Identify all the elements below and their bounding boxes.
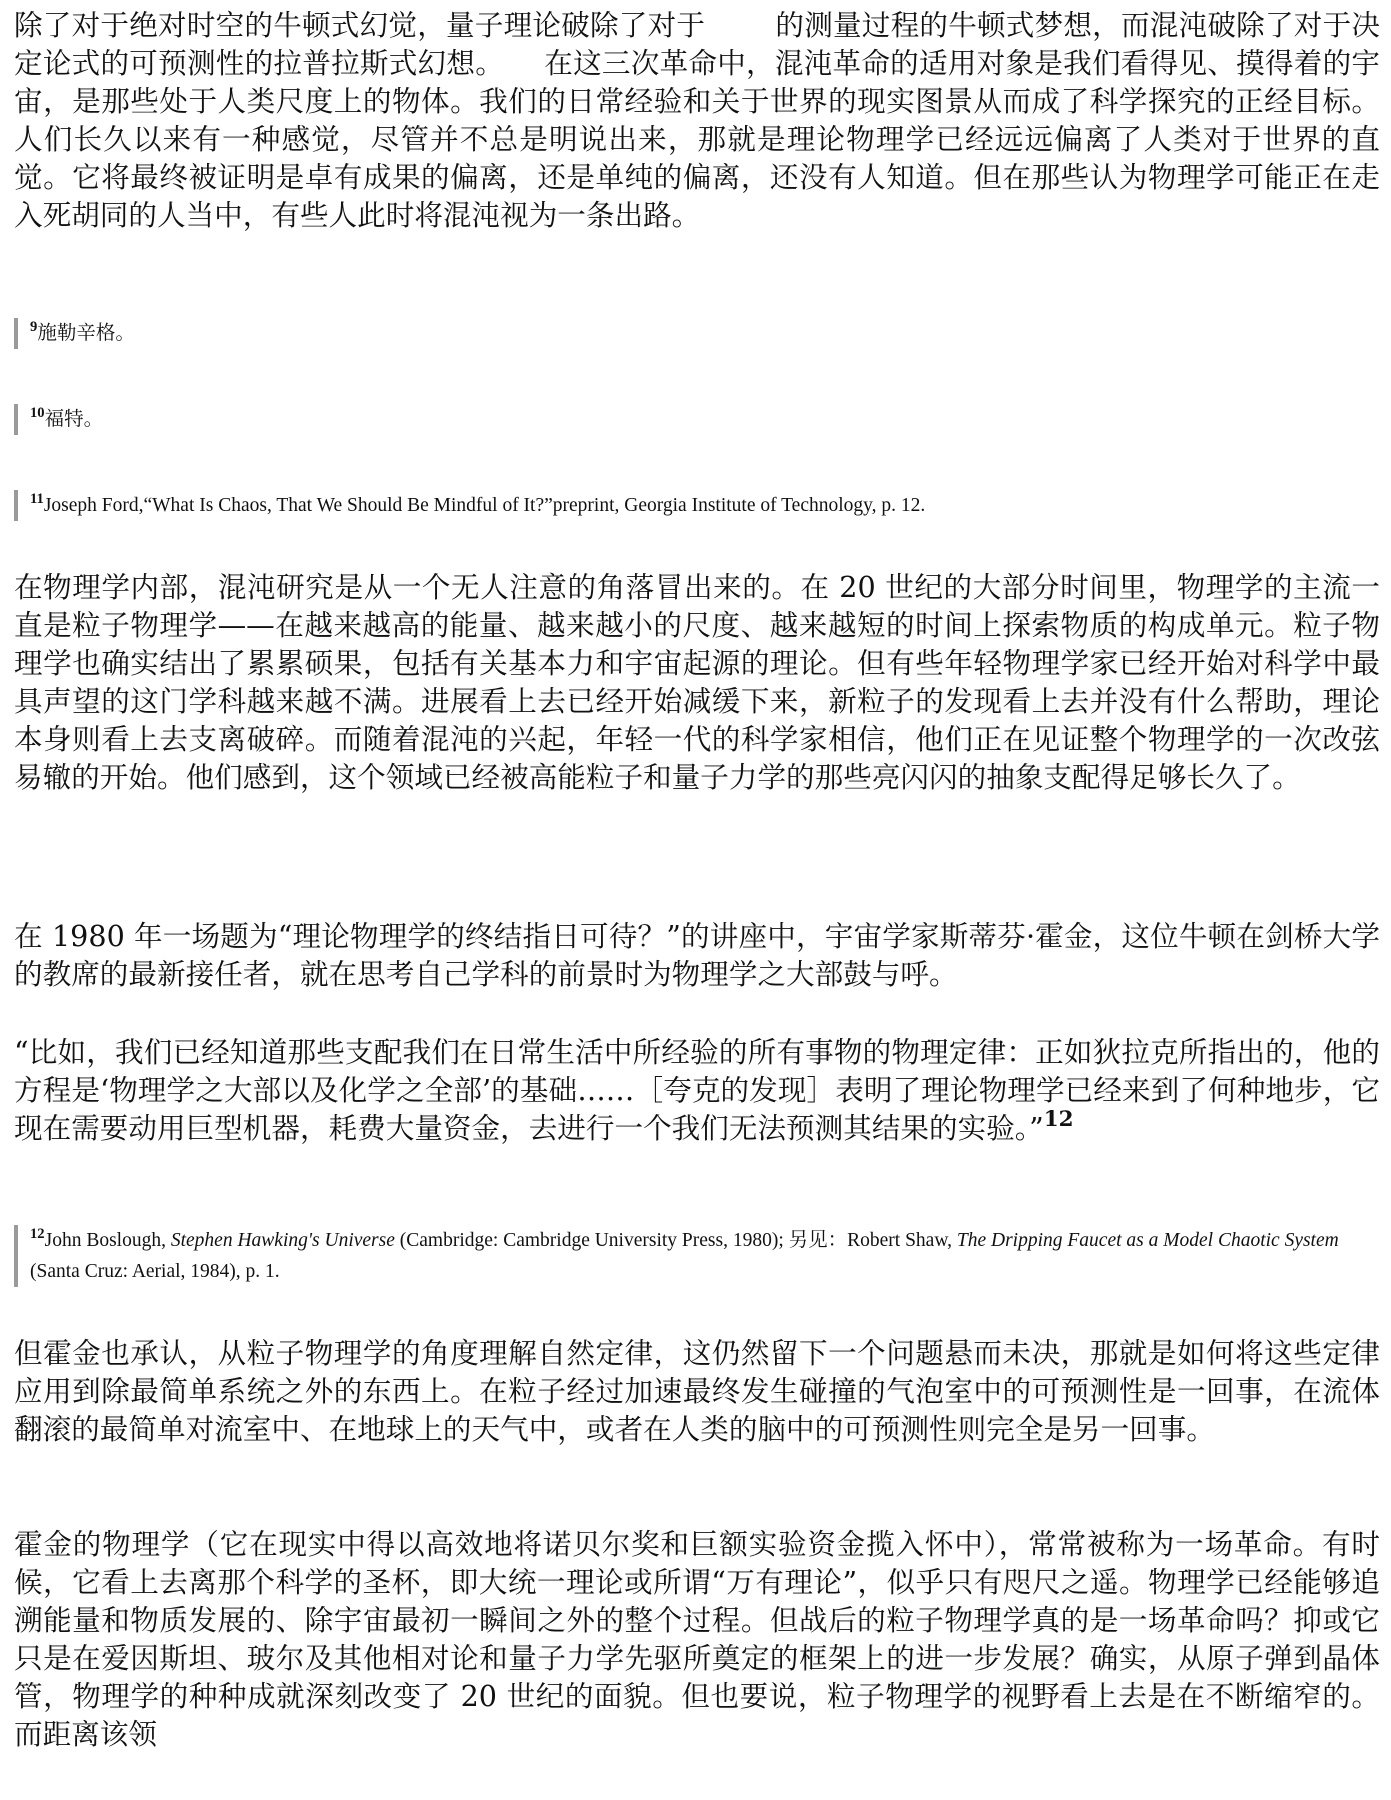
- paragraph-hawking-lecture: 在 1980 年一场题为“理论物理学的终结指日可待？”的讲座中，宇宙学家斯蒂芬·霍金，这位牛顿在剑桥大学的教席的最新接任者，就在思考自己学科的前景时为物理学之大部鼓与呼。: [14, 919, 1380, 991]
- footnote-text: John Boslough,: [44, 1230, 171, 1251]
- paragraph-text: 的测量过程的牛顿式梦想，而混沌破除了对于决定论式的可预测性的拉普拉斯式幻想。: [14, 8, 1380, 80]
- paragraph-hawking-quote: [14, 1033, 1380, 1147]
- footnote-12: [14, 1225, 1370, 1287]
- footnote-number: 11: [30, 490, 44, 507]
- paragraph-particle-physics: 在物理学内部，混沌研究是从一个无人注意的角落冒出来的。在 20 世纪的大部分时间里，物理学的主流一直是粒子物理学——在越来越高的能量、越来越小的尺度、越来越短的时间上探索物质的构成单元。粒子物理学也确实结出了累累硕果，包括有关基本力和宇宙起源的理论。但有些年轻物理学家已经开始对科学中最具声望的这门学科越来越不满。进展看上去已经开始减缓下来，新粒子的发现看上去并没有什么帮助，理论本身则看上去支离破碎。而随着混沌的兴起，年轻一代的科学家相信，他们正在见证整个物理学的一次改弦易辙的开始。他们感到，这个领域已经被高能粒子和量子力学的那些亮闪闪的抽象支配得足够长久了。: [14, 570, 1380, 794]
- footnote-text: 福特。: [44, 409, 104, 430]
- footnote-text: (Cambridge: Cambridge University Press, 1980); 另见：Robert Shaw,: [394, 1230, 957, 1251]
- footnote-10: [14, 404, 1370, 435]
- footnote-text: Joseph Ford,“What Is Chaos, That We Should Be Mindful of It?”preprint, Georgia Institute of Technology, p. 12.: [43, 495, 926, 516]
- paragraph-text: 除了对于绝对时空的牛顿式幻觉，量子理论破除了对于: [14, 8, 706, 42]
- footnote-number: 12: [30, 1225, 45, 1242]
- footnote-number: 9: [30, 318, 38, 335]
- book-title: The Dripping Faucet as a Model Chaotic System: [956, 1230, 1339, 1251]
- footnote-reference: 12: [1043, 1107, 1074, 1133]
- footnote-11: [14, 490, 1370, 521]
- footnote-9: [14, 318, 1370, 349]
- paragraph-three-revolutions: [14, 6, 1380, 234]
- paragraph-predictability: 但霍金也承认，从粒子物理学的角度理解自然定律，这仍然留下一个问题悬而未决，那就是如何将这些定律应用到除最简单系统之外的东西上。在粒子经过加速最终发生碰撞的气泡室中的可预测性是一回事，在流体翻滚的最简单对流室中、在地球上的天气中，或者在人类的脑中的可预测性则完全是另一回事。: [14, 1336, 1380, 1446]
- footnote-number: 10: [30, 404, 45, 421]
- paragraph-revolution-question: 霍金的物理学（它在现实中得以高效地将诺贝尔奖和巨额实验资金揽入怀中），常常被称为一场革命。有时候，它看上去离那个科学的圣杯，即大统一理论或所谓“万有理论”，似乎只有咫尺之遥。物理学已经能够追溯能量和物质发展的、除宇宙最初一瞬间之外的整个过程。但战后的粒子物理学真的是一场革命吗？抑或它只是在爱因斯坦、玻尔及其他相对论和量子力学先驱所奠定的框架上的进一步发展？确实，从原子弹到晶体管，物理学的种种成就深刻改变了 20 世纪的面貌。但也要说，粒子物理学的视野看上去是在不断缩窄的。而距离该领: [14, 1527, 1380, 1751]
- footnote-text: (Santa Cruz: Aerial, 1984), p. 1.: [30, 1261, 280, 1282]
- footnote-text: 施勒辛格。: [37, 323, 135, 344]
- quote-text: “比如，我们已经知道那些支配我们在日常生活中所经验的所有事物的物理定律：正如狄拉克所指出的，他的方程是‘物理学之大部以及化学之全部’的基础……［夸克的发现］表明了理论物理学已经来到了何种地步，它现在需要动用巨型机器，耗费大量资金，去进行一个我们无法预测其结果的实验。”: [14, 1035, 1380, 1145]
- book-title: Stephen Hawking's Universe: [170, 1230, 395, 1251]
- paragraph-text: 在这三次革命中，混沌革命的适用对象是我们看得见、摸得着的宇宙，是那些处于人类尺度上的物体。我们的日常经验和关于世界的现实图景从而成了科学探究的正经目标。人们长久以来有一种感觉，尽管并不总是明说出来，那就是理论物理学已经远远偏离了人类对于世界的直觉。它将最终被证明是卓有成果的偏离，还是单纯的偏离，还没有人知道。但在那些认为物理学可能正在走入死胡同的人当中，有些人此时将混沌视为一条出路。: [14, 46, 1380, 232]
